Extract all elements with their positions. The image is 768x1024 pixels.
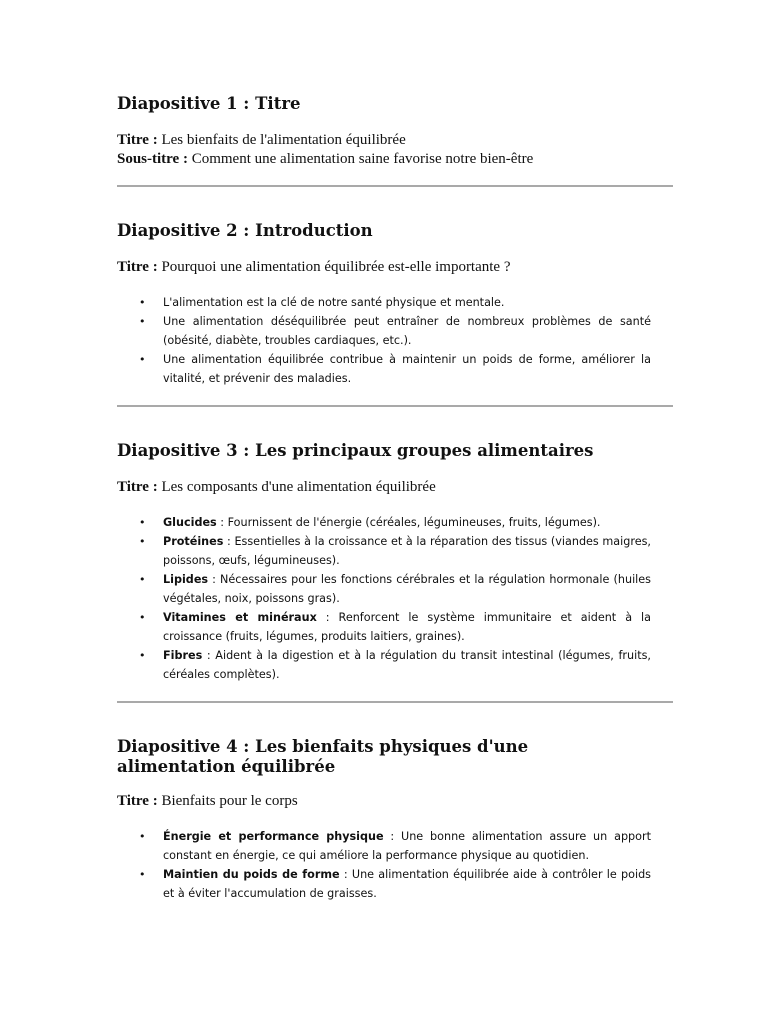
bullet-icon: •: [139, 516, 146, 529]
bullet-icon: •: [139, 611, 146, 624]
bullet-text: L'alimentation est la clé de notre santé physique et mentale.: [163, 296, 505, 309]
bullet-icon: •: [139, 830, 146, 843]
slide-1-heading: Diapositive 1 : Titre: [117, 94, 301, 113]
slide-4-bullet-list: [117, 827, 651, 903]
section-divider: [117, 701, 673, 703]
list-item: [117, 570, 651, 608]
list-item: [117, 532, 651, 570]
slide-3-heading: Diapositive 3 : Les principaux groupes alimentaires: [117, 441, 594, 460]
title-text: Les bienfaits de l'alimentation équilibrée: [157, 132, 406, 148]
slide-1-titles: [117, 131, 651, 169]
slide-4-heading-line-2: alimentation équilibrée: [117, 757, 336, 776]
bullet-term: Vitamines et minéraux: [163, 611, 317, 624]
bullet-term: Maintien du poids de forme: [163, 868, 340, 881]
bullet-term: Énergie et performance physique: [163, 830, 384, 843]
title-label: Titre :: [117, 793, 158, 809]
subtitle-label: Sous-titre :: [117, 151, 188, 167]
slide-2-bullet-list: [117, 293, 651, 388]
slide-4-heading: [117, 737, 651, 777]
slide-1-title-line: [117, 131, 651, 150]
title-text: Bienfaits pour le corps: [157, 793, 298, 809]
bullet-term: Protéines: [163, 535, 224, 548]
slide-4-title-line: [117, 792, 651, 811]
list-item: [117, 865, 651, 903]
bullet-icon: •: [139, 535, 146, 548]
list-item: [117, 646, 651, 684]
bullet-icon: •: [139, 868, 146, 881]
subtitle-text: Comment une alimentation saine favorise notre bien-être: [187, 151, 534, 167]
bullet-term: Fibres: [163, 649, 203, 662]
bullet-icon: •: [139, 296, 146, 309]
slide-3-bullet-list: [117, 513, 651, 684]
bullet-text: : Aident à la digestion et à la régulation du transit intestinal (légumes, fruits, céréales complètes).: [163, 649, 651, 681]
section-divider: [117, 405, 673, 407]
bullet-text: Une alimentation déséquilibrée peut entraîner de nombreux problèmes de santé (obésité, diabète, troubles cardiaques, etc.).: [163, 315, 651, 347]
list-item: [117, 293, 651, 312]
slide-2-title-line: [117, 258, 651, 277]
slide-1-subtitle-line: [117, 150, 651, 169]
bullet-text: Une alimentation équilibrée contribue à maintenir un poids de forme, améliorer la vitalité, et prévenir des maladies.: [163, 353, 651, 385]
title-text: Les composants d'une alimentation équilibrée: [157, 479, 436, 495]
bullet-text: : Essentielles à la croissance et à la réparation des tissus (viandes maigres, poissons, œufs, légumineuses).: [163, 535, 651, 567]
bullet-icon: •: [139, 649, 146, 662]
bullet-text: : Une bonne alimentation assure un apport constant en énergie, ce qui améliore la performance physique au quotidien.: [163, 830, 651, 862]
title-text: Pourquoi une alimentation équilibrée est-elle importante ?: [157, 259, 511, 275]
bullet-text: : Nécessaires pour les fonctions cérébrales et la régulation hormonale (huiles végétales, noix, poissons gras).: [163, 573, 651, 605]
slide-4-heading-line-1: Diapositive 4 : Les bienfaits physiques d'une: [117, 737, 529, 756]
list-item: [117, 827, 651, 865]
bullet-term: Lipides: [163, 573, 209, 586]
bullet-text: : Renforcent le système immunitaire et aident à la croissance (fruits, légumes, produits laitiers, graines).: [163, 611, 652, 643]
section-divider: [117, 185, 673, 187]
bullet-icon: •: [139, 353, 146, 366]
list-item: [117, 350, 651, 388]
list-item: [117, 513, 651, 532]
title-label: Titre :: [117, 259, 158, 275]
bullet-icon: •: [139, 573, 146, 586]
list-item: [117, 312, 651, 350]
slide-2-heading: Diapositive 2 : Introduction: [117, 221, 373, 240]
bullet-icon: •: [139, 315, 146, 328]
bullet-text: : Fournissent de l'énergie (céréales, légumineuses, fruits, légumes).: [216, 516, 601, 529]
bullet-text: : Une alimentation équilibrée aide à contrôler le poids et à éviter l'accumulation de graisses.: [163, 868, 651, 900]
slide-3-title-line: [117, 478, 651, 497]
list-item: [117, 608, 651, 646]
title-label: Titre :: [117, 479, 158, 495]
title-label: Titre :: [117, 132, 158, 148]
bullet-term: Glucides: [163, 516, 217, 529]
